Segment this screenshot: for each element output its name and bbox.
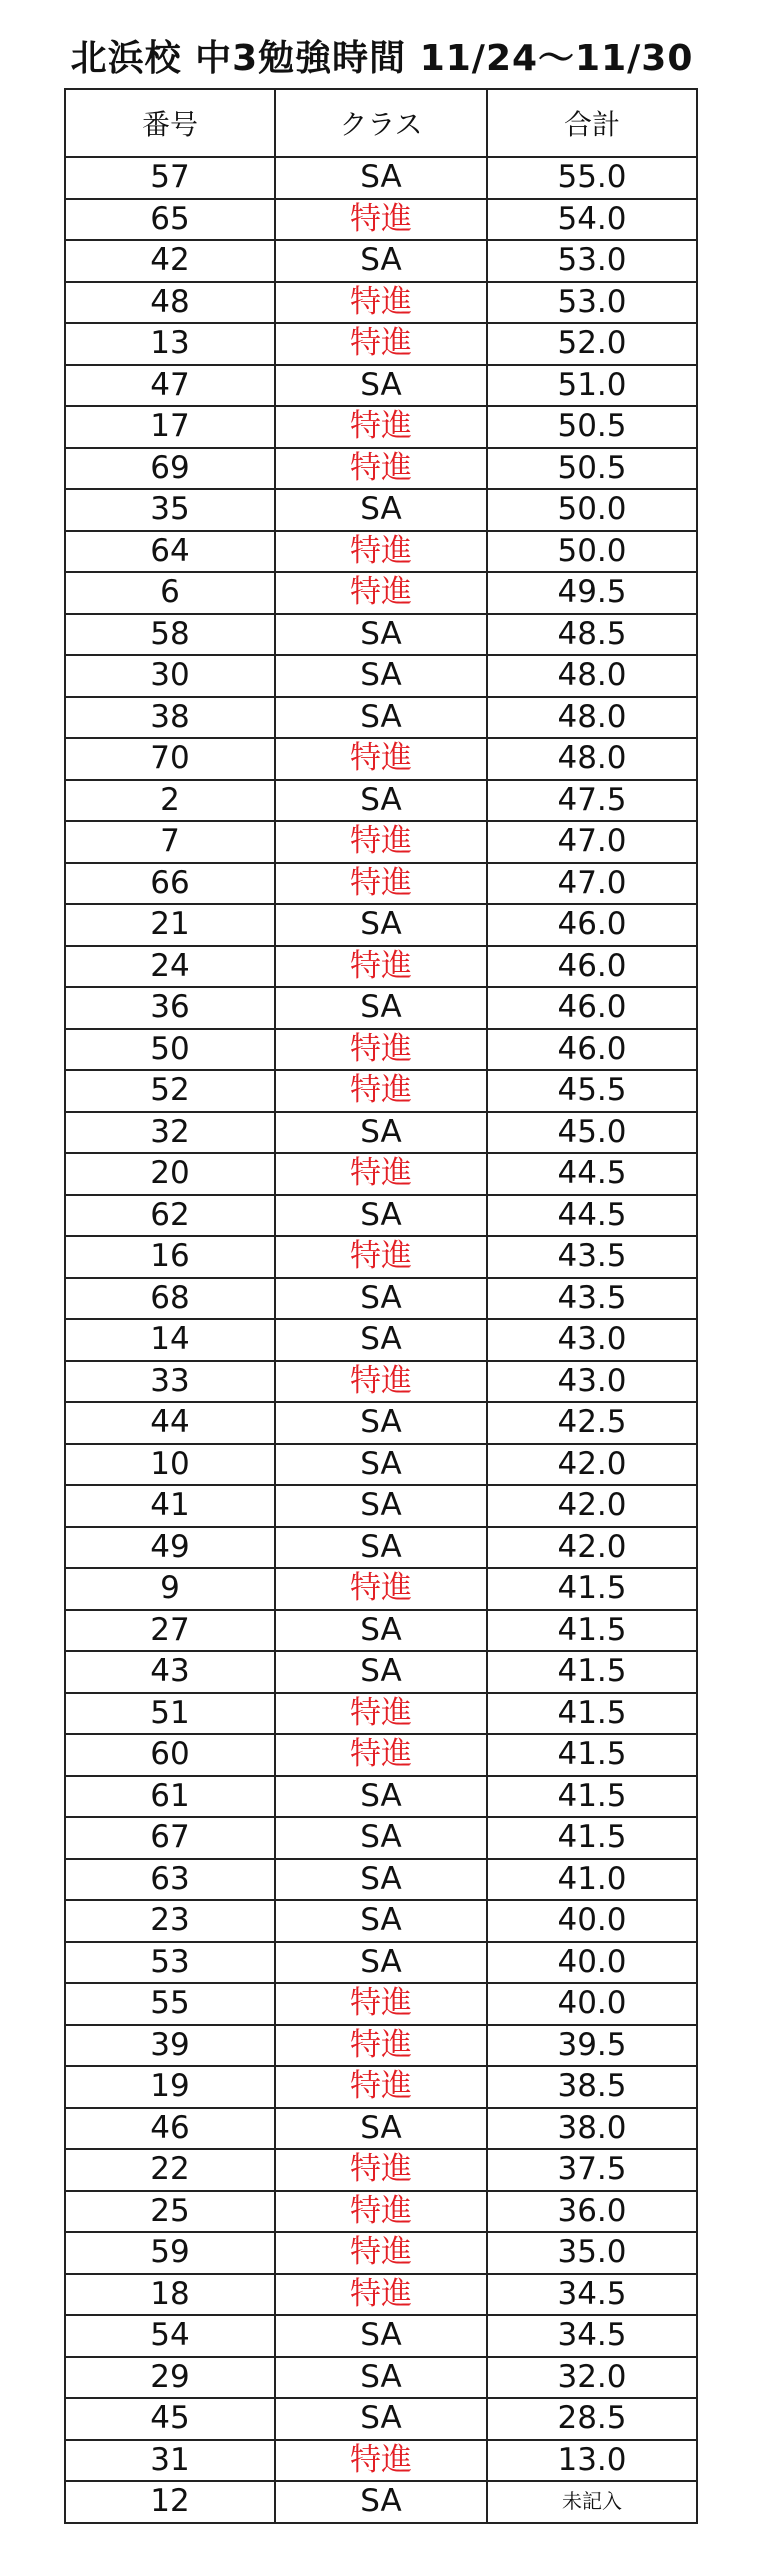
student-number: 38 <box>65 697 275 739</box>
class-name: SA <box>275 1195 487 1237</box>
class-name: 特進 <box>275 282 487 324</box>
class-name: SA <box>275 2481 487 2523</box>
class-name: 特進 <box>275 2191 487 2233</box>
table-row <box>65 1319 697 1361</box>
student-number: 35 <box>65 489 275 531</box>
student-number: 63 <box>65 1859 275 1901</box>
class-name: SA <box>275 904 487 946</box>
student-number: 27 <box>65 1610 275 1652</box>
table-row <box>65 2232 697 2274</box>
class-name: SA <box>275 1776 487 1818</box>
student-number: 21 <box>65 904 275 946</box>
class-name: 特進 <box>275 1153 487 1195</box>
total-hours: 50.0 <box>487 489 697 531</box>
class-name: SA <box>275 2315 487 2357</box>
table-row <box>65 2274 697 2316</box>
total-hours: 42.0 <box>487 1444 697 1486</box>
student-number: 33 <box>65 1361 275 1403</box>
total-hours: 41.5 <box>487 1776 697 1818</box>
class-name: SA <box>275 1444 487 1486</box>
student-number: 69 <box>65 448 275 490</box>
class-name: SA <box>275 1817 487 1859</box>
table-row <box>65 2066 697 2108</box>
student-number: 39 <box>65 2025 275 2067</box>
student-number: 43 <box>65 1651 275 1693</box>
class-name: SA <box>275 157 487 199</box>
header-number: 番号 <box>65 89 275 157</box>
total-hours: 42.5 <box>487 1402 697 1444</box>
table-row <box>65 1278 697 1320</box>
total-hours: 54.0 <box>487 199 697 241</box>
class-name: 特進 <box>275 1361 487 1403</box>
table-row <box>65 1942 697 1984</box>
class-name: 特進 <box>275 1070 487 1112</box>
table-row <box>65 2191 697 2233</box>
header-total: 合計 <box>487 89 697 157</box>
student-number: 46 <box>65 2108 275 2150</box>
table-row <box>65 1402 697 1444</box>
total-hours: 48.5 <box>487 614 697 656</box>
table-row <box>65 1485 697 1527</box>
student-number: 36 <box>65 987 275 1029</box>
table-row <box>65 1900 697 1942</box>
table-row <box>65 2440 697 2482</box>
total-hours: 51.0 <box>487 365 697 407</box>
total-hours: 48.0 <box>487 655 697 697</box>
total-hours: 41.5 <box>487 1651 697 1693</box>
class-name: 特進 <box>275 1983 487 2025</box>
table-row <box>65 697 697 739</box>
table-row <box>65 904 697 946</box>
class-name: SA <box>275 365 487 407</box>
total-hours: 47.0 <box>487 821 697 863</box>
class-name: 特進 <box>275 946 487 988</box>
total-hours: 41.5 <box>487 1817 697 1859</box>
student-number: 66 <box>65 863 275 905</box>
student-number: 57 <box>65 157 275 199</box>
table-row <box>65 780 697 822</box>
class-name: SA <box>275 780 487 822</box>
class-name: SA <box>275 2398 487 2440</box>
class-name: 特進 <box>275 1734 487 1776</box>
student-number: 30 <box>65 655 275 697</box>
student-number: 23 <box>65 1900 275 1942</box>
total-hours: 43.5 <box>487 1236 697 1278</box>
student-number: 24 <box>65 946 275 988</box>
class-name: 特進 <box>275 863 487 905</box>
total-hours: 40.0 <box>487 1942 697 1984</box>
total-hours: 43.0 <box>487 1319 697 1361</box>
table-row <box>65 1776 697 1818</box>
total-hours: 34.5 <box>487 2315 697 2357</box>
total-hours: 41.5 <box>487 1734 697 1776</box>
total-hours: 46.0 <box>487 946 697 988</box>
class-name: 特進 <box>275 2066 487 2108</box>
student-number: 45 <box>65 2398 275 2440</box>
table-row <box>65 572 697 614</box>
student-number: 55 <box>65 1983 275 2025</box>
student-number: 29 <box>65 2357 275 2399</box>
table-row <box>65 240 697 282</box>
table-row <box>65 1195 697 1237</box>
student-number: 42 <box>65 240 275 282</box>
student-number: 44 <box>65 1402 275 1444</box>
total-hours: 38.5 <box>487 2066 697 2108</box>
class-name: SA <box>275 1319 487 1361</box>
class-name: 特進 <box>275 1236 487 1278</box>
total-hours: 38.0 <box>487 2108 697 2150</box>
total-hours: 53.0 <box>487 240 697 282</box>
table-row <box>65 199 697 241</box>
student-number: 13 <box>65 323 275 365</box>
class-name: 特進 <box>275 2025 487 2067</box>
total-hours: 39.5 <box>487 2025 697 2067</box>
total-hours: 50.5 <box>487 448 697 490</box>
table-row <box>65 2108 697 2150</box>
table-row <box>65 1070 697 1112</box>
table-row <box>65 489 697 531</box>
class-name: 特進 <box>275 406 487 448</box>
class-name: SA <box>275 489 487 531</box>
table-row <box>65 1444 697 1486</box>
student-number: 54 <box>65 2315 275 2357</box>
total-hours: 28.5 <box>487 2398 697 2440</box>
table-row <box>65 2025 697 2067</box>
table-row <box>65 1734 697 1776</box>
class-name: SA <box>275 1942 487 1984</box>
table-row <box>65 1983 697 2025</box>
class-name: 特進 <box>275 1029 487 1071</box>
class-name: 特進 <box>275 821 487 863</box>
table-row <box>65 2357 697 2399</box>
total-hours: 41.5 <box>487 1610 697 1652</box>
student-number: 12 <box>65 2481 275 2523</box>
student-number: 60 <box>65 1734 275 1776</box>
total-hours: 32.0 <box>487 2357 697 2399</box>
class-name: SA <box>275 1485 487 1527</box>
student-number: 53 <box>65 1942 275 1984</box>
total-hours: 46.0 <box>487 1029 697 1071</box>
student-number: 61 <box>65 1776 275 1818</box>
table-header <box>65 89 697 157</box>
page-title: 北浜校 中3勉強時間 11/24〜11/30 <box>70 38 694 79</box>
table-row <box>65 1693 697 1735</box>
total-hours: 42.0 <box>487 1527 697 1569</box>
total-hours: 45.0 <box>487 1112 697 1154</box>
class-name: 特進 <box>275 1693 487 1735</box>
class-name: SA <box>275 614 487 656</box>
student-number: 59 <box>65 2232 275 2274</box>
total-hours: 45.5 <box>487 1070 697 1112</box>
total-hours: 41.0 <box>487 1859 697 1901</box>
table-row <box>65 655 697 697</box>
table-body <box>65 157 697 2523</box>
table-row <box>65 2398 697 2440</box>
class-name: SA <box>275 1859 487 1901</box>
student-number: 2 <box>65 780 275 822</box>
table-row <box>65 1153 697 1195</box>
student-number: 50 <box>65 1029 275 1071</box>
student-number: 51 <box>65 1693 275 1735</box>
class-name: 特進 <box>275 199 487 241</box>
class-name: SA <box>275 1900 487 1942</box>
table-row <box>65 2481 697 2523</box>
student-number: 6 <box>65 572 275 614</box>
total-hours: 49.5 <box>487 572 697 614</box>
student-number: 16 <box>65 1236 275 1278</box>
table-row <box>65 448 697 490</box>
student-number: 49 <box>65 1527 275 1569</box>
total-hours: 47.0 <box>487 863 697 905</box>
table-row <box>65 738 697 780</box>
student-number: 17 <box>65 406 275 448</box>
table-row <box>65 987 697 1029</box>
total-hours: 35.0 <box>487 2232 697 2274</box>
table-row <box>65 323 697 365</box>
total-hours: 13.0 <box>487 2440 697 2482</box>
table-row <box>65 2149 697 2191</box>
student-number: 14 <box>65 1319 275 1361</box>
class-name: 特進 <box>275 2232 487 2274</box>
class-name: SA <box>275 987 487 1029</box>
table-row <box>65 1568 697 1610</box>
total-hours: 50.5 <box>487 406 697 448</box>
total-hours: 50.0 <box>487 531 697 573</box>
table-row <box>65 863 697 905</box>
student-number: 65 <box>65 199 275 241</box>
class-name: SA <box>275 655 487 697</box>
table-row <box>65 614 697 656</box>
total-hours: 47.5 <box>487 780 697 822</box>
total-hours: 44.5 <box>487 1153 697 1195</box>
total-hours: 41.5 <box>487 1568 697 1610</box>
student-number: 7 <box>65 821 275 863</box>
student-number: 19 <box>65 2066 275 2108</box>
table-row <box>65 821 697 863</box>
table-row <box>65 531 697 573</box>
total-hours: 46.0 <box>487 987 697 1029</box>
class-name: SA <box>275 2108 487 2150</box>
total-hours: 40.0 <box>487 1900 697 1942</box>
student-number: 64 <box>65 531 275 573</box>
total-hours: 未記入 <box>487 2481 697 2523</box>
student-number: 41 <box>65 1485 275 1527</box>
total-hours: 48.0 <box>487 697 697 739</box>
total-hours: 41.5 <box>487 1693 697 1735</box>
student-number: 47 <box>65 365 275 407</box>
total-hours: 43.0 <box>487 1361 697 1403</box>
table-row <box>65 365 697 407</box>
class-name: 特進 <box>275 2274 487 2316</box>
class-name: 特進 <box>275 531 487 573</box>
class-name: SA <box>275 1278 487 1320</box>
table-row <box>65 1651 697 1693</box>
total-hours: 55.0 <box>487 157 697 199</box>
class-name: 特進 <box>275 572 487 614</box>
class-name: 特進 <box>275 1568 487 1610</box>
total-hours: 42.0 <box>487 1485 697 1527</box>
class-name: 特進 <box>275 738 487 780</box>
study-time-table <box>64 88 698 2524</box>
table-row <box>65 1361 697 1403</box>
table-row <box>65 1112 697 1154</box>
class-name: SA <box>275 2357 487 2399</box>
student-number: 18 <box>65 2274 275 2316</box>
student-number: 22 <box>65 2149 275 2191</box>
class-name: 特進 <box>275 2149 487 2191</box>
class-name: SA <box>275 1112 487 1154</box>
header-class: クラス <box>275 89 487 157</box>
total-hours: 46.0 <box>487 904 697 946</box>
student-number: 67 <box>65 1817 275 1859</box>
table-row <box>65 1610 697 1652</box>
student-number: 70 <box>65 738 275 780</box>
table-row <box>65 1527 697 1569</box>
table-row <box>65 406 697 448</box>
student-number: 9 <box>65 1568 275 1610</box>
class-name: SA <box>275 1610 487 1652</box>
total-hours: 36.0 <box>487 2191 697 2233</box>
class-name: SA <box>275 1527 487 1569</box>
class-name: SA <box>275 1402 487 1444</box>
total-hours: 43.5 <box>487 1278 697 1320</box>
class-name: 特進 <box>275 323 487 365</box>
student-number: 68 <box>65 1278 275 1320</box>
total-hours: 34.5 <box>487 2274 697 2316</box>
student-number: 58 <box>65 614 275 656</box>
total-hours: 40.0 <box>487 1983 697 2025</box>
total-hours: 37.5 <box>487 2149 697 2191</box>
class-name: 特進 <box>275 448 487 490</box>
class-name: SA <box>275 697 487 739</box>
table-row <box>65 2315 697 2357</box>
table-row <box>65 1236 697 1278</box>
table-row <box>65 282 697 324</box>
student-number: 48 <box>65 282 275 324</box>
total-hours: 48.0 <box>487 738 697 780</box>
student-number: 32 <box>65 1112 275 1154</box>
student-number: 62 <box>65 1195 275 1237</box>
student-number: 20 <box>65 1153 275 1195</box>
table-row <box>65 1859 697 1901</box>
header-row <box>65 89 697 157</box>
total-hours: 53.0 <box>487 282 697 324</box>
student-number: 52 <box>65 1070 275 1112</box>
class-name: SA <box>275 1651 487 1693</box>
table-row <box>65 1029 697 1071</box>
table-row <box>65 1817 697 1859</box>
total-hours: 44.5 <box>487 1195 697 1237</box>
student-number: 31 <box>65 2440 275 2482</box>
student-number: 25 <box>65 2191 275 2233</box>
class-name: SA <box>275 240 487 282</box>
total-hours: 52.0 <box>487 323 697 365</box>
table-row <box>65 157 697 199</box>
table-row <box>65 946 697 988</box>
class-name: 特進 <box>275 2440 487 2482</box>
student-number: 10 <box>65 1444 275 1486</box>
